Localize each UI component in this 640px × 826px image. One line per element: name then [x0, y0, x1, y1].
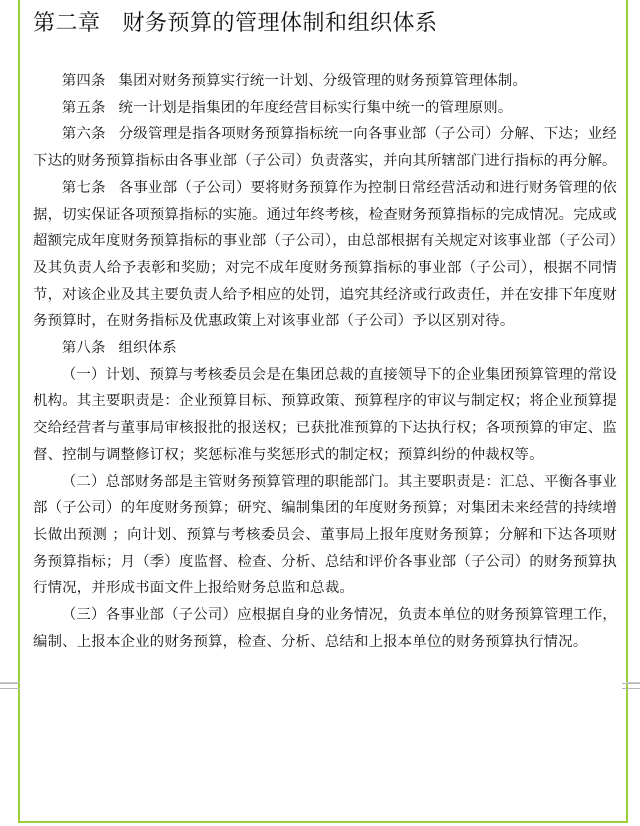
article-text: 各事业部（子公司）要将财务预算作为控制日常经营活动和进行财务管理的依据，切实保证各项预算指标的实施。通过年终考核，检查财务预算指标的完成情况。完成或超额完成年度财务预算指标的事业部（子公司），由总部根据有关规定对该事业部（子公司）及其负责人给予表彰和奖励；对完不成年度财务预算指标的事业部（子公司），根据不同情节，对该企业及其主要负责人给予相应的处罚，追究其经济或行政责任，并在安排下年度财务预算时，在财务指标及优惠政策上对该事业部（子公司）予以区别对待。 [33, 179, 617, 330]
clause-3 [33, 602, 617, 655]
article-number: 第五条 [61, 99, 106, 116]
article-4 [33, 68, 617, 95]
article-6 [33, 121, 617, 174]
article-8 [33, 335, 617, 362]
article-text: 集团对财务预算实行统一计划、分级管理的财务预算管理体制。 [118, 73, 528, 89]
page-break-marker-left [0, 683, 18, 689]
chapter-number: 第二章 [33, 11, 101, 36]
article-7 [33, 175, 617, 335]
chapter-heading [33, 6, 617, 42]
article-number: 第八条 [61, 340, 106, 357]
chapter-title: 财务预算的管理体制和组织体系 [122, 11, 438, 36]
article-text: 组织体系 [118, 340, 177, 357]
clause-text: （三）各事业部（子公司）应根据自身的业务情况，负责本单位的财务预算管理工作，编制、上报本企业的财务预算，检查、分析、总结和上报本单位的财务预算执行情况。 [33, 607, 617, 650]
article-text: 统一计划是指集团的年度经营目标实行集中统一的管理原则。 [118, 99, 513, 116]
clause-text: （一）计划、预算与考核委员会是在集团总裁的直接领导下的企业集团预算管理的常设机构。其主要职责是：企业预算目标、预算政策、预算程序的审议与制定权；将企业预算提交给经营者与董事局审核报批的报送权；已获批准预算的下达执行权；各项预算的审定、监督、控制与调整修订权；奖惩标准与奖惩形式的制定权；预算纠纷的仲裁权等。 [33, 366, 617, 463]
article-number: 第七条 [61, 179, 106, 196]
page-break [0, 682, 640, 690]
document-body [33, 6, 617, 655]
article-text: 分级管理是指各项财务预算指标统一向各事业部（子公司）分解、下达；业经下达的财务预算指标由各事业部（子公司）负责落实，并向其所辖部门进行指标的再分解。 [33, 126, 617, 170]
article-5 [33, 95, 617, 122]
article-number: 第六条 [61, 126, 106, 143]
article-number: 第四条 [61, 73, 106, 89]
clause-2 [33, 469, 617, 603]
clause-text: （二）总部财务部是主管财务预算管理的职能部门。其主要职责是：汇总、平衡各事业部（子公司）的年度财务预算；研究、编制集团的年度财务预算；对集团未来经营的持续增长做出预测 ；向计划、预算与考核委员会、董事局上报年度财务预算；分解和下达各项财务预算指标；月（季）度监督、检查、分析、总结和评价各事业部（子公司）的财务预算执行情况，并形成书面文件上报给财务总监和总裁。 [33, 473, 617, 597]
clause-1 [33, 362, 617, 469]
page-break-marker-right [622, 683, 640, 689]
article-list [33, 68, 617, 655]
